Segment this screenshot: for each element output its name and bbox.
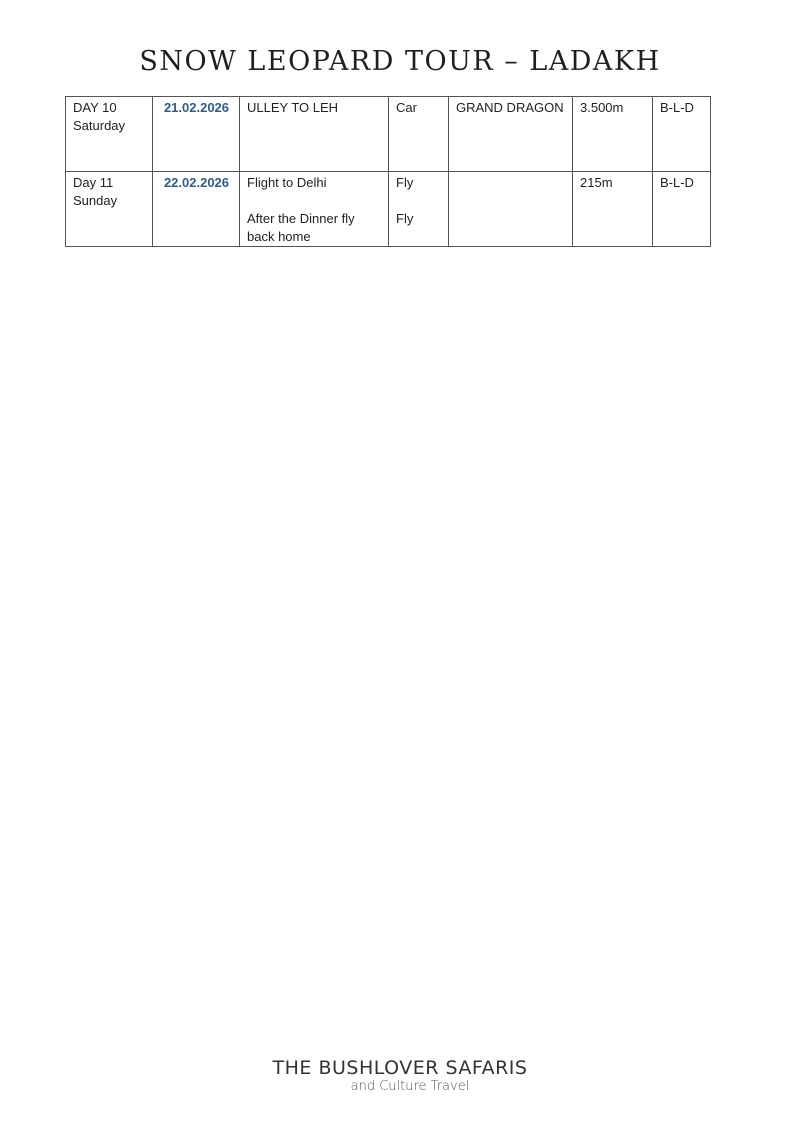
itinerary-table [65,96,711,247]
route-label: Flight to Delhi [247,175,327,190]
transport-cell [389,172,449,247]
date-cell: 21.02.2026 [153,97,240,172]
day-cell [66,97,153,172]
table-row [66,97,711,172]
page-title: SNOW LEOPARD TOUR – LADAKH [139,46,661,77]
transport-label: Fly [396,175,414,190]
spacer [247,192,382,210]
transport-cell [389,97,449,172]
altitude-cell: 3.500m [573,97,653,172]
accommodation-cell: GRAND DRAGON [449,97,573,172]
spacer [396,192,442,210]
transport-label: Car [396,100,417,115]
route-label: ULLEY TO LEH [247,100,339,115]
date-cell: 22.02.2026 [153,172,240,247]
footer-logo [0,1057,800,1095]
accommodation-cell [449,172,573,247]
meals-cell: B-L-D [653,172,711,247]
route-cell [240,172,389,247]
weekday-label: Saturday [73,118,126,133]
brand-name: THE BUSHLOVER SAFARIS [272,1057,528,1079]
brand-tagline: and Culture Travel [350,1079,470,1094]
day-cell [66,172,153,247]
altitude-cell: 215m [573,172,653,247]
transport-note: Fly [396,211,414,226]
day-label: DAY 10 [73,100,117,115]
table-row [66,172,711,247]
weekday-label: Sunday [73,193,118,208]
route-note: After the Dinner fly back home [247,211,355,244]
day-label: Day 11 [73,175,114,190]
route-cell [240,97,389,172]
meals-cell: B-L-D [653,97,711,172]
